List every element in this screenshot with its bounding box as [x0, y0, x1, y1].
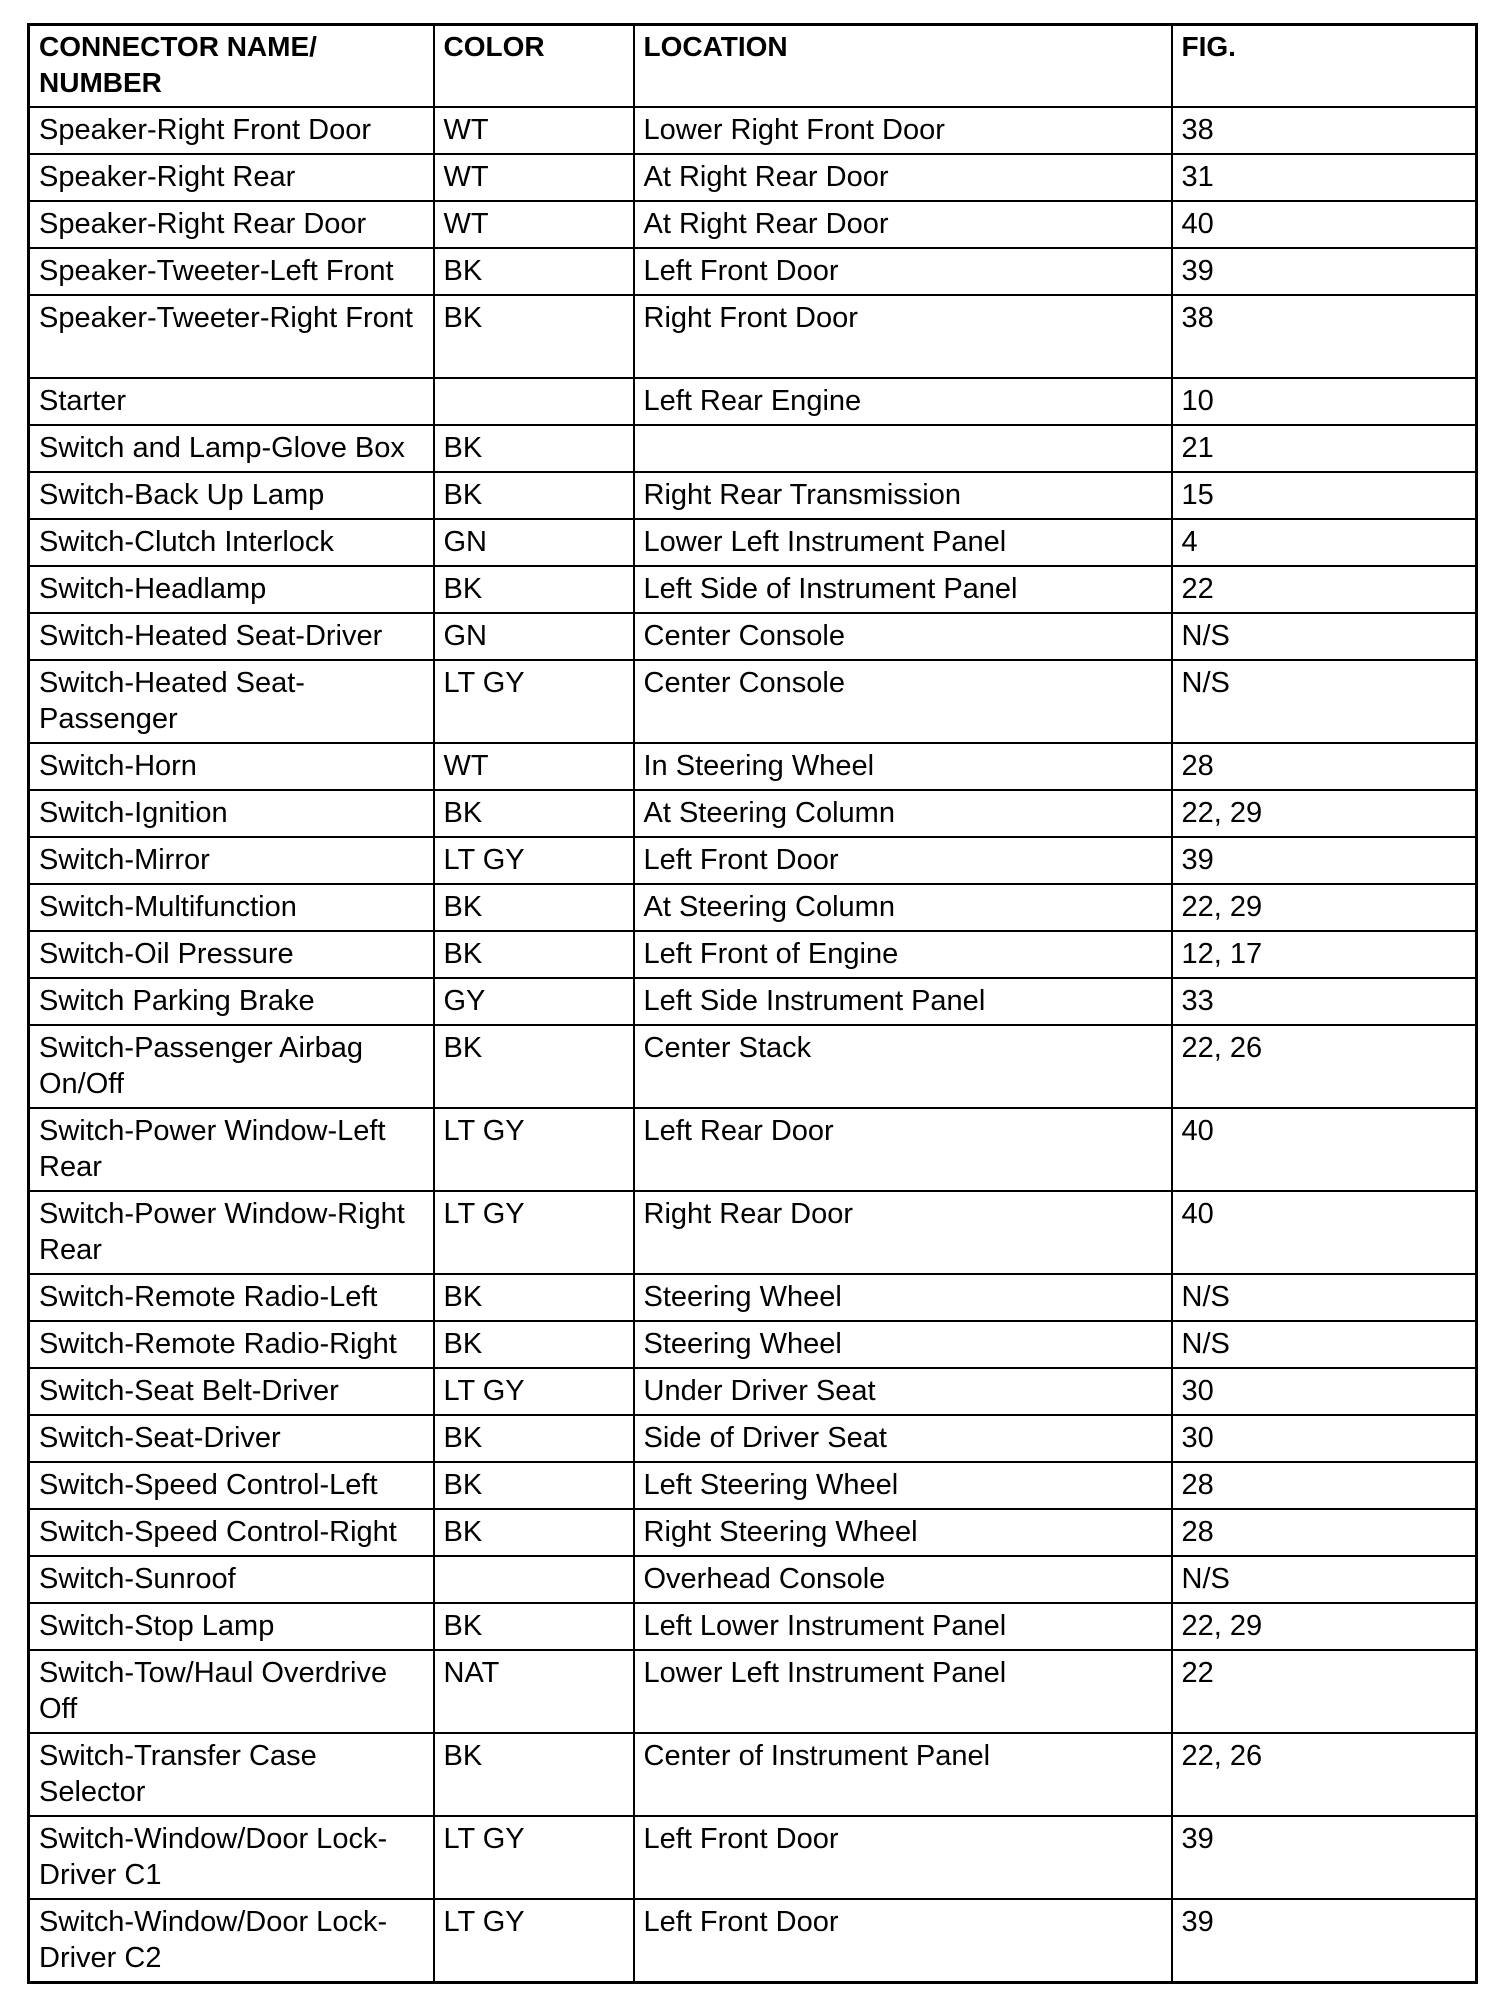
- color-cell: BK: [434, 1603, 634, 1650]
- table-row: [29, 790, 1477, 837]
- location-cell: Right Steering Wheel: [634, 1509, 1172, 1556]
- connector-name-cell: Switch-Power Window-Left Rear: [29, 1108, 434, 1191]
- color-cell: WT: [434, 743, 634, 790]
- color-cell: BK: [434, 790, 634, 837]
- connector-name-cell: Switch-Ignition: [29, 790, 434, 837]
- location-cell: Center Console: [634, 613, 1172, 660]
- fig-cell: 22: [1172, 566, 1477, 613]
- connector-name-cell: Switch-Speed Control-Right: [29, 1509, 434, 1556]
- color-cell: GN: [434, 613, 634, 660]
- table-row: [29, 743, 1477, 790]
- connector-name-cell: Speaker-Right Rear Door: [29, 201, 434, 248]
- location-cell: Left Front of Engine: [634, 931, 1172, 978]
- table-row: [29, 425, 1477, 472]
- fig-cell: 39: [1172, 1899, 1477, 1982]
- color-cell: BK: [434, 1733, 634, 1816]
- table-row: [29, 248, 1477, 295]
- connector-name-cell: Switch-Power Window-Right Rear: [29, 1191, 434, 1274]
- connector-table: [27, 23, 1478, 1984]
- table-row: [29, 1321, 1477, 1368]
- color-cell: BK: [434, 1415, 634, 1462]
- connector-name-cell: Switch-Transfer Case Selector: [29, 1733, 434, 1816]
- table-row: [29, 107, 1477, 154]
- fig-cell: 12, 17: [1172, 931, 1477, 978]
- fig-cell: 38: [1172, 295, 1477, 378]
- fig-cell: 33: [1172, 978, 1477, 1025]
- location-cell: Left Lower Instrument Panel: [634, 1603, 1172, 1650]
- connector-name-cell: Switch-Heated Seat-Driver: [29, 613, 434, 660]
- column-header-location: LOCATION: [634, 25, 1172, 108]
- location-cell: Left Front Door: [634, 1816, 1172, 1899]
- column-header-color: COLOR: [434, 25, 634, 108]
- table-row: [29, 378, 1477, 425]
- location-cell: Lower Right Front Door: [634, 107, 1172, 154]
- table-row: [29, 1509, 1477, 1556]
- location-cell: Left Side Instrument Panel: [634, 978, 1172, 1025]
- location-cell: Left Rear Engine: [634, 378, 1172, 425]
- connector-name-cell: Switch-Horn: [29, 743, 434, 790]
- fig-cell: 40: [1172, 201, 1477, 248]
- connector-name-cell: Switch-Oil Pressure: [29, 931, 434, 978]
- table-row: [29, 1368, 1477, 1415]
- table-row: [29, 154, 1477, 201]
- location-cell: Left Front Door: [634, 1899, 1172, 1982]
- color-cell: [434, 378, 634, 425]
- color-cell: LT GY: [434, 1108, 634, 1191]
- color-cell: BK: [434, 1321, 634, 1368]
- location-cell: Left Steering Wheel: [634, 1462, 1172, 1509]
- color-cell: LT GY: [434, 660, 634, 743]
- fig-cell: 40: [1172, 1191, 1477, 1274]
- color-cell: LT GY: [434, 1816, 634, 1899]
- location-cell: Lower Left Instrument Panel: [634, 1650, 1172, 1733]
- location-cell: Overhead Console: [634, 1556, 1172, 1603]
- connector-name-cell: Switch-Headlamp: [29, 566, 434, 613]
- location-cell: Right Rear Door: [634, 1191, 1172, 1274]
- fig-cell: 4: [1172, 519, 1477, 566]
- connector-name-cell: Switch and Lamp-Glove Box: [29, 425, 434, 472]
- table-row: [29, 1462, 1477, 1509]
- fig-cell: 22, 29: [1172, 790, 1477, 837]
- fig-cell: 28: [1172, 1462, 1477, 1509]
- fig-cell: 30: [1172, 1415, 1477, 1462]
- table-row: [29, 613, 1477, 660]
- connector-name-cell: Switch-Multifunction: [29, 884, 434, 931]
- color-cell: LT GY: [434, 1899, 634, 1982]
- fig-cell: 22, 29: [1172, 884, 1477, 931]
- color-cell: BK: [434, 1025, 634, 1108]
- color-cell: GY: [434, 978, 634, 1025]
- table-row: [29, 1108, 1477, 1191]
- table-row: [29, 519, 1477, 566]
- table-row: [29, 1274, 1477, 1321]
- table-row: [29, 566, 1477, 613]
- fig-cell: N/S: [1172, 660, 1477, 743]
- color-cell: LT GY: [434, 1191, 634, 1274]
- connector-name-cell: Switch-Mirror: [29, 837, 434, 884]
- color-cell: BK: [434, 1509, 634, 1556]
- location-cell: Center Stack: [634, 1025, 1172, 1108]
- color-cell: BK: [434, 248, 634, 295]
- connector-name-cell: Switch-Heated Seat-Passenger: [29, 660, 434, 743]
- table-row: [29, 1191, 1477, 1274]
- table-row: [29, 1415, 1477, 1462]
- connector-name-cell: Speaker-Right Front Door: [29, 107, 434, 154]
- color-cell: NAT: [434, 1650, 634, 1733]
- location-cell: Left Front Door: [634, 837, 1172, 884]
- connector-name-cell: Switch-Clutch Interlock: [29, 519, 434, 566]
- column-header-fig: FIG.: [1172, 25, 1477, 108]
- location-cell: [634, 425, 1172, 472]
- connector-sheet: [27, 23, 1475, 1984]
- connector-name-cell: Switch-Remote Radio-Right: [29, 1321, 434, 1368]
- location-cell: At Steering Column: [634, 790, 1172, 837]
- fig-cell: N/S: [1172, 1274, 1477, 1321]
- header-row: [29, 25, 1477, 108]
- location-cell: Center Console: [634, 660, 1172, 743]
- fig-cell: 31: [1172, 154, 1477, 201]
- table-row: [29, 1816, 1477, 1899]
- color-cell: WT: [434, 154, 634, 201]
- location-cell: Side of Driver Seat: [634, 1415, 1172, 1462]
- connector-name-cell: Switch-Back Up Lamp: [29, 472, 434, 519]
- color-cell: BK: [434, 1462, 634, 1509]
- table-row: [29, 931, 1477, 978]
- location-cell: Steering Wheel: [634, 1274, 1172, 1321]
- table-row: [29, 660, 1477, 743]
- connector-name-cell: Switch-Window/Door Lock-Driver C1: [29, 1816, 434, 1899]
- fig-cell: 39: [1172, 1816, 1477, 1899]
- table-row: [29, 1733, 1477, 1816]
- column-header-connector-name: CONNECTOR NAME/ NUMBER: [29, 25, 434, 108]
- color-cell: BK: [434, 1274, 634, 1321]
- fig-cell: N/S: [1172, 1556, 1477, 1603]
- color-cell: [434, 1556, 634, 1603]
- fig-cell: N/S: [1172, 613, 1477, 660]
- fig-cell: 28: [1172, 1509, 1477, 1556]
- location-cell: At Right Rear Door: [634, 154, 1172, 201]
- fig-cell: 22, 26: [1172, 1733, 1477, 1816]
- color-cell: WT: [434, 201, 634, 248]
- location-cell: At Right Rear Door: [634, 201, 1172, 248]
- connector-name-cell: Switch-Window/Door Lock-Driver C2: [29, 1899, 434, 1982]
- fig-cell: 39: [1172, 837, 1477, 884]
- connector-name-cell: Switch-Remote Radio-Left: [29, 1274, 434, 1321]
- location-cell: Left Front Door: [634, 248, 1172, 295]
- location-cell: In Steering Wheel: [634, 743, 1172, 790]
- connector-name-cell: Switch Parking Brake: [29, 978, 434, 1025]
- table-row: [29, 472, 1477, 519]
- fig-cell: 22: [1172, 1650, 1477, 1733]
- color-cell: LT GY: [434, 1368, 634, 1415]
- connector-name-cell: Switch-Seat-Driver: [29, 1415, 434, 1462]
- fig-cell: 22, 26: [1172, 1025, 1477, 1108]
- location-cell: Lower Left Instrument Panel: [634, 519, 1172, 566]
- connector-name-cell: Switch-Sunroof: [29, 1556, 434, 1603]
- color-cell: BK: [434, 295, 634, 378]
- color-cell: BK: [434, 884, 634, 931]
- location-cell: Left Rear Door: [634, 1108, 1172, 1191]
- fig-cell: 10: [1172, 378, 1477, 425]
- location-cell: At Steering Column: [634, 884, 1172, 931]
- table-row: [29, 1603, 1477, 1650]
- table-row: [29, 884, 1477, 931]
- fig-cell: 40: [1172, 1108, 1477, 1191]
- color-cell: BK: [434, 425, 634, 472]
- color-cell: BK: [434, 472, 634, 519]
- fig-cell: 39: [1172, 248, 1477, 295]
- table-row: [29, 837, 1477, 884]
- table-row: [29, 978, 1477, 1025]
- table-row: [29, 1025, 1477, 1108]
- fig-cell: N/S: [1172, 1321, 1477, 1368]
- fig-cell: 22, 29: [1172, 1603, 1477, 1650]
- location-cell: Right Front Door: [634, 295, 1172, 378]
- location-cell: Right Rear Transmission: [634, 472, 1172, 519]
- table-body: [29, 107, 1477, 1982]
- connector-name-cell: Switch-Speed Control-Left: [29, 1462, 434, 1509]
- table-row: [29, 1899, 1477, 1982]
- connector-name-cell: Speaker-Tweeter-Left Front: [29, 248, 434, 295]
- color-cell: GN: [434, 519, 634, 566]
- fig-cell: 21: [1172, 425, 1477, 472]
- fig-cell: 15: [1172, 472, 1477, 519]
- location-cell: Left Side of Instrument Panel: [634, 566, 1172, 613]
- connector-name-cell: Speaker-Right Rear: [29, 154, 434, 201]
- table-header: [29, 25, 1477, 108]
- color-cell: LT GY: [434, 837, 634, 884]
- connector-name-cell: Switch-Tow/Haul Overdrive Off: [29, 1650, 434, 1733]
- table-row: [29, 295, 1477, 378]
- connector-name-cell: Starter: [29, 378, 434, 425]
- connector-name-cell: Speaker-Tweeter-Right Front: [29, 295, 434, 378]
- table-row: [29, 1650, 1477, 1733]
- table-row: [29, 1556, 1477, 1603]
- location-cell: Under Driver Seat: [634, 1368, 1172, 1415]
- fig-cell: 38: [1172, 107, 1477, 154]
- location-cell: Steering Wheel: [634, 1321, 1172, 1368]
- location-cell: Center of Instrument Panel: [634, 1733, 1172, 1816]
- connector-name-cell: Switch-Seat Belt-Driver: [29, 1368, 434, 1415]
- color-cell: BK: [434, 931, 634, 978]
- connector-name-cell: Switch-Passenger Airbag On/Off: [29, 1025, 434, 1108]
- table-row: [29, 201, 1477, 248]
- fig-cell: 28: [1172, 743, 1477, 790]
- connector-name-cell: Switch-Stop Lamp: [29, 1603, 434, 1650]
- fig-cell: 30: [1172, 1368, 1477, 1415]
- color-cell: WT: [434, 107, 634, 154]
- color-cell: BK: [434, 566, 634, 613]
